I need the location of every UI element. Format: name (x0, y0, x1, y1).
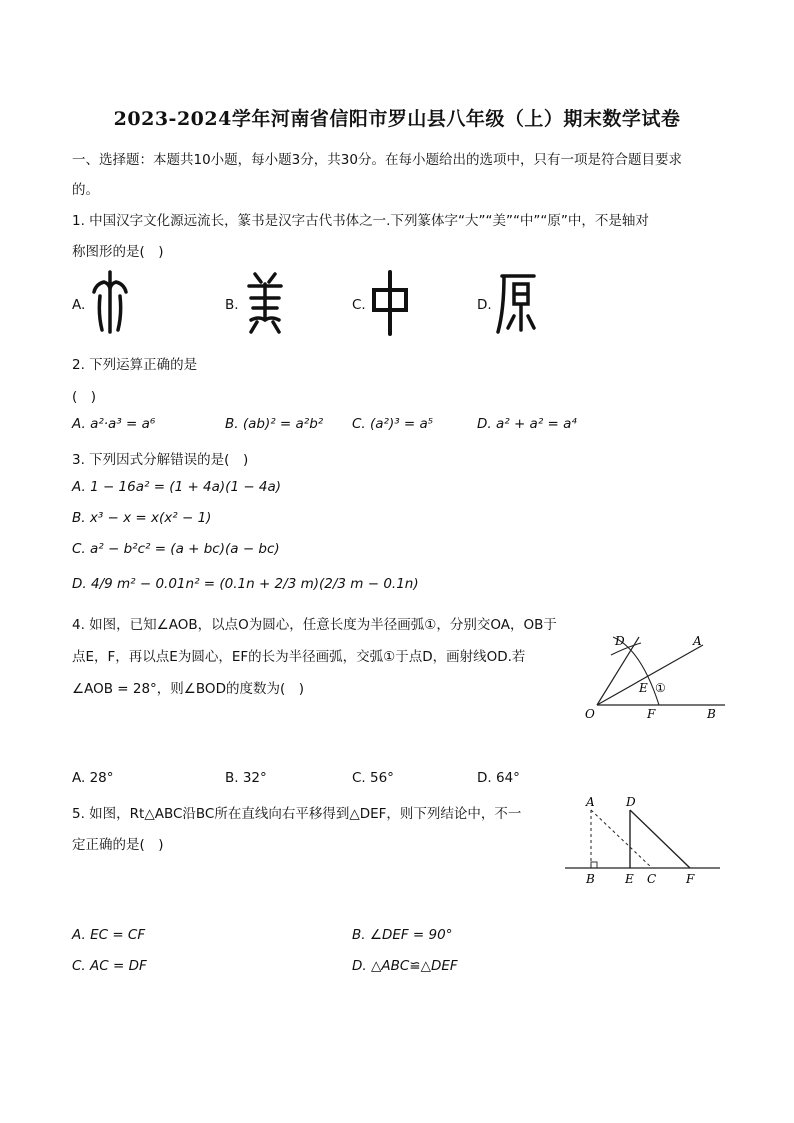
q2-option-a: A. a²·a³ = a⁶ (72, 416, 156, 432)
label-c: C (647, 872, 657, 886)
q4-stem-line3: ∠AOB = 28°，则∠BOD的度数为( ) (72, 681, 304, 697)
label-a: A (693, 634, 702, 648)
q3-option-a: A. 1 − 16a² = (1 + 4a)(1 − 4a) (72, 479, 282, 495)
q1-option-b-label: B. (225, 297, 239, 313)
q3-option-b: B. x³ − x = x(x² − 1) (72, 510, 212, 526)
q3-option-d: D. 4/9 m² − 0.01n² = (0.1n + 2/3 m)(2/3 m − 0.1n) (72, 576, 419, 592)
q5-option-a: A. EC = CF (72, 927, 146, 943)
q2-stem-line1: 2. 下列运算正确的是 (72, 357, 198, 373)
q4-angle-figure (575, 625, 735, 730)
label-a: A (586, 795, 595, 809)
label-e: E (639, 681, 648, 695)
q1-option-d-label: D. (477, 297, 492, 313)
q5-option-c: C. AC = DF (72, 958, 147, 974)
seal-da-image (88, 270, 132, 336)
q4-stem-line1: 4. 如图，已知∠AOB，以点O为圆心，任意长度为半径画弧①，分别交OA，OB于 (72, 617, 557, 633)
q2-option-d: D. a² + a² = a⁴ (477, 416, 577, 432)
q1-stem-line2: 称图形的是( ) (72, 244, 164, 260)
q2-option-b: B. (ab)² = a²b² (225, 416, 324, 432)
label-d: D (626, 795, 636, 809)
page-title: 2023-2024学年河南省信阳市罗山县八年级（上）期末数学试卷 (113, 108, 681, 130)
q2-stem-line2: ( ) (72, 389, 97, 405)
q4-option-b: B. 32° (225, 770, 267, 786)
q5-option-b: B. ∠DEF = 90° (352, 927, 453, 943)
seal-yuan-image (494, 270, 538, 336)
label-b: B (707, 707, 716, 721)
q3-option-c: C. a² − b²c² = (a + bc)(a − bc) (72, 541, 280, 557)
q3-stem: 3. 下列因式分解错误的是( ) (72, 452, 249, 468)
q2-option-c: C. (a²)³ = a⁵ (352, 416, 434, 432)
q1-stem-line1: 1. 中国汉字文化源远流长，篆书是汉字古代书体之一.下列篆体字“大”“美”“中”“原”中，不是轴对 (72, 213, 649, 229)
q4-stem-line2: 点E，F，再以点E为圆心，EF的长为半径画弧，交弧①于点D，画射线OD.若 (72, 649, 526, 665)
q1-option-c-label: C. (352, 297, 366, 313)
label-e: E (625, 872, 634, 886)
q4-option-a: A. 28° (72, 770, 114, 786)
segment-ac (591, 810, 652, 868)
label-f: F (686, 872, 695, 886)
label-b: B (586, 872, 595, 886)
segment-df (630, 810, 690, 868)
section-heading-line1: 一、选择题：本题共10小题，每小题3分，共30分。在每小题给出的选项中，只有一项是符合题目要求 (72, 152, 682, 168)
seal-mei-image (243, 270, 287, 336)
q5-translation-figure (560, 795, 730, 890)
q5-option-d: D. △ABC≌△DEF (352, 958, 458, 974)
label-o: O (585, 707, 595, 721)
right-angle-mark (591, 862, 597, 868)
q1-option-a-label: A. (72, 297, 86, 313)
q4-option-c: C. 56° (352, 770, 394, 786)
seal-zhong-image (368, 270, 412, 336)
q4-option-d: D. 64° (477, 770, 520, 786)
q5-stem-line2: 定正确的是( ) (72, 837, 164, 853)
label-arc-1: ① (655, 681, 666, 695)
section-heading-line2: 的。 (72, 182, 99, 198)
q5-stem-line1: 5. 如图，Rt△ABC沿BC所在直线向右平移得到△DEF，则下列结论中，不一 (72, 806, 522, 822)
label-d: D (615, 634, 625, 648)
label-f: F (647, 707, 656, 721)
